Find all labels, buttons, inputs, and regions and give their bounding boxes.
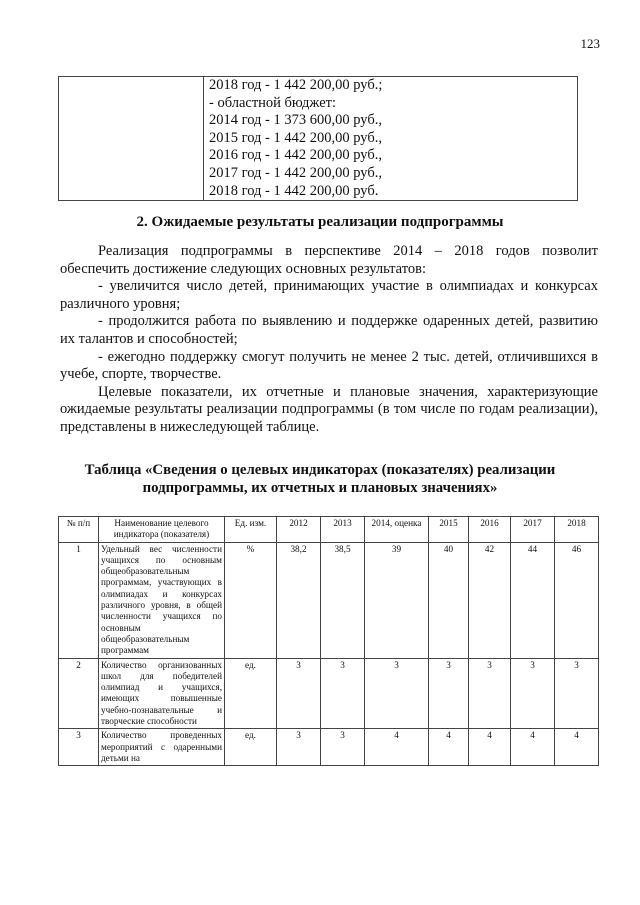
row-value: 3: [511, 658, 555, 729]
row-name: Количество организованных школ для победителей олимпиад и учащихся, имеющих повышенные учебно-познавательные и творческие способности: [99, 658, 225, 729]
header-name: Наименование целевого индикатора (показателя): [99, 517, 225, 543]
row-value: 38,2: [277, 542, 321, 658]
row-value: 4: [429, 729, 469, 766]
funding-line: 2015 год - 1 442 200,00 руб.,: [209, 129, 382, 146]
row-value: 3: [469, 658, 511, 729]
body-text: [60, 243, 598, 437]
row-name: Количество проведенных мероприятий с одаренными детьми на: [99, 729, 225, 766]
header-unit: Ед. изм.: [225, 517, 277, 543]
row-value: 3: [277, 729, 321, 766]
table-row: [59, 658, 599, 729]
row-value: 46: [555, 542, 599, 658]
row-value: 4: [555, 729, 599, 766]
row-value: 40: [429, 542, 469, 658]
row-value: 38,5: [321, 542, 365, 658]
row-value: 3: [277, 658, 321, 729]
row-value: 3: [321, 729, 365, 766]
funding-line: 2014 год - 1 373 600,00 руб.,: [209, 112, 382, 129]
row-value: 44: [511, 542, 555, 658]
row-value: 3: [555, 658, 599, 729]
table-row: [59, 729, 599, 766]
row-num: 3: [59, 729, 99, 766]
row-value: 3: [365, 658, 429, 729]
header-year: 2012: [277, 517, 321, 543]
funding-line: 2018 год - 1 442 200,00 руб.: [209, 182, 379, 199]
header-year: 2015: [429, 517, 469, 543]
row-num: 2: [59, 658, 99, 729]
funding-table-lines-cell: [204, 77, 578, 201]
indicators-table: [58, 516, 599, 766]
header-year: 2013: [321, 517, 365, 543]
row-value: 3: [321, 658, 365, 729]
table-row: [59, 542, 599, 658]
table-title: Таблица «Сведения о целевых индикаторах (показателях) реализации подпрограммы, их отчетных и плановых значениях»: [84, 462, 556, 496]
row-value: 4: [511, 729, 555, 766]
header-year: 2018: [555, 517, 599, 543]
page-number: 123: [580, 36, 600, 51]
funding-table: [58, 76, 578, 201]
paragraph: Реализация подпрограммы в перспективе 2014 – 2018 годов позволит обеспечить достижение следующих основных результатов:: [60, 243, 598, 277]
funding-line: 2018 год - 1 442 200,00 руб.;: [209, 77, 383, 93]
row-unit: ед.: [225, 658, 277, 729]
row-value: 4: [365, 729, 429, 766]
header-num: № п/п: [59, 517, 99, 543]
row-value: 4: [469, 729, 511, 766]
paragraph: - увеличится число детей, принимающих участие в олимпиадах и конкурсах различного уровня;: [60, 278, 598, 312]
funding-line: - областной бюджет:: [209, 94, 337, 111]
paragraph: - продолжится работа по выявлению и поддержке одаренных детей, развитию их талантов и способностей;: [60, 313, 598, 347]
funding-line: 2016 год - 1 442 200,00 руб.,: [209, 147, 382, 164]
funding-line: 2017 год - 1 442 200,00 руб.,: [209, 164, 382, 181]
row-value: 3: [429, 658, 469, 729]
header-year: 2014, оценка: [365, 517, 429, 543]
row-unit: %: [225, 542, 277, 658]
funding-table-empty-cell: [59, 77, 204, 201]
header-year: 2017: [511, 517, 555, 543]
paragraph: Целевые показатели, их отчетные и плановые значения, характеризующие ожидаемые результаты реализации подпрограммы (в том числе по годам реализации), представлены в нижеследующей таблице.: [60, 383, 598, 435]
table-header-row: [59, 517, 599, 543]
row-name: Удельный вес численности учащихся по основным общеобразовательным программам, участвующих в олимпиадах и конкурсах различного уровня, в общей численности учащихся по основным общеобразовательным программам: [99, 542, 225, 658]
row-num: 1: [59, 542, 99, 658]
row-value: 42: [469, 542, 511, 658]
row-value: 39: [365, 542, 429, 658]
header-year: 2016: [469, 517, 511, 543]
paragraph: - ежегодно поддержку смогут получить не менее 2 тыс. детей, отличившихся в учебе, спорте, творчестве.: [60, 348, 598, 383]
section-title: 2. Ожидаемые результаты реализации подпрограммы: [136, 214, 504, 230]
row-unit: ед.: [225, 729, 277, 766]
